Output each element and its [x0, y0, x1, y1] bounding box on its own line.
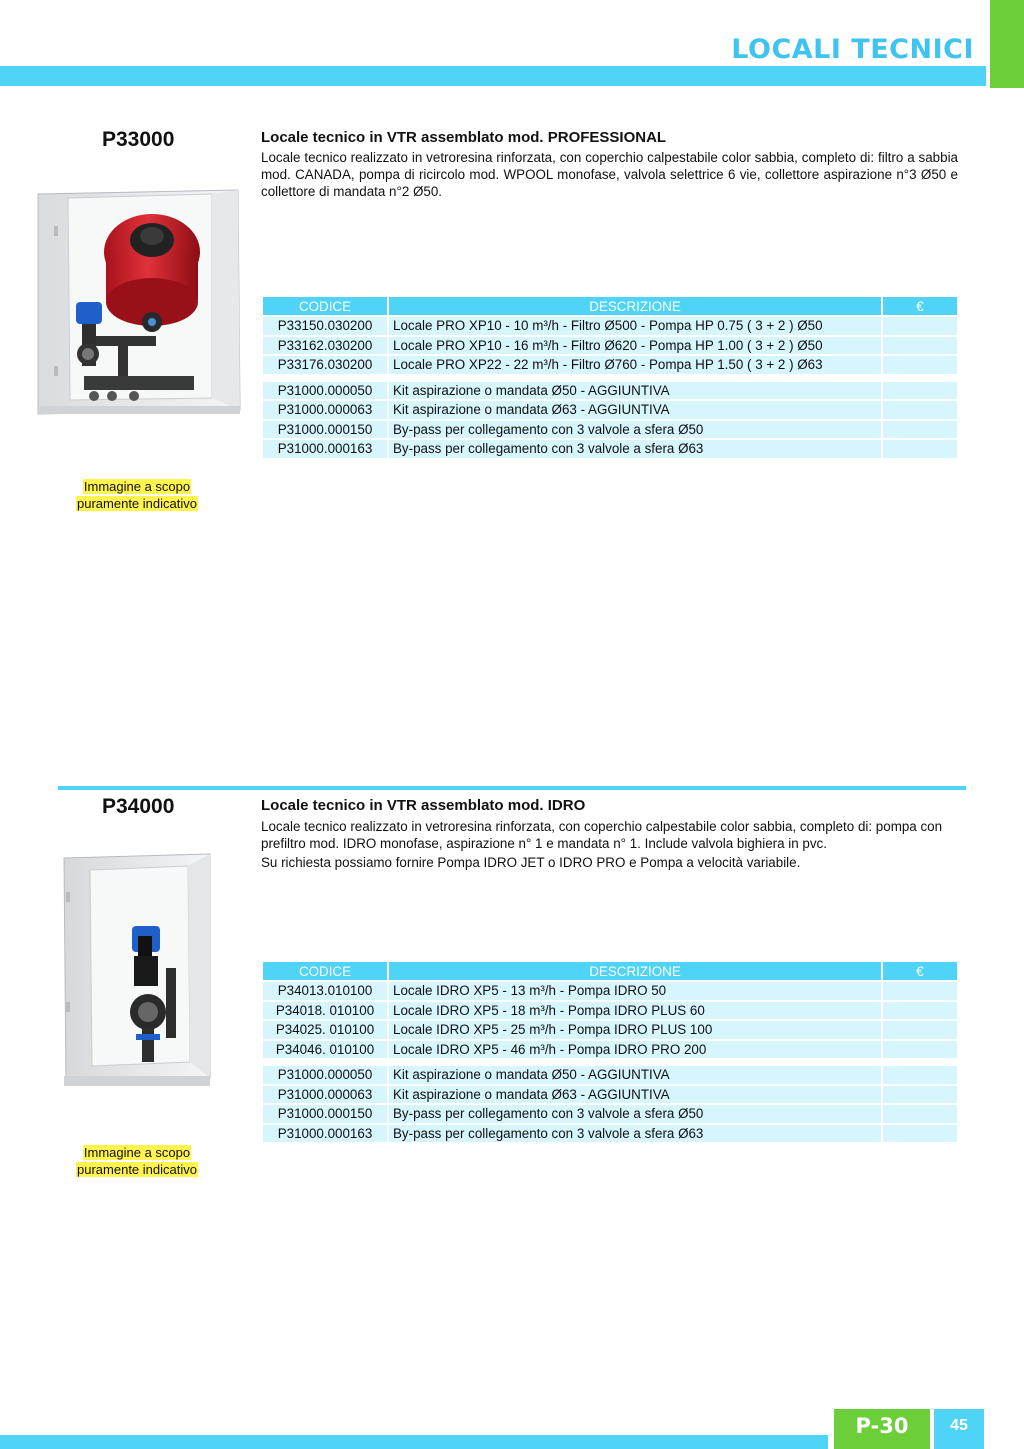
- cell-code: P33162.030200: [263, 337, 387, 355]
- cell-code: P31000.000050: [263, 1066, 387, 1084]
- table-header-row: [263, 297, 957, 315]
- cell-price: [883, 1086, 957, 1104]
- cell-price: [883, 401, 957, 419]
- table-header-row: [263, 962, 957, 980]
- cell-description: By-pass per collegamento con 3 valvole a sfera Ø50: [389, 421, 881, 439]
- table-spacer: [263, 376, 957, 380]
- table-row: [263, 337, 957, 355]
- table-row: [263, 440, 957, 458]
- cell-description: Kit aspirazione o mandata Ø63 - AGGIUNTIVA: [389, 401, 881, 419]
- cell-code: P31000.000063: [263, 1086, 387, 1104]
- caption-line: Immagine a scopo: [83, 479, 191, 494]
- cell-description: Locale PRO XP22 - 22 m³/h - Filtro Ø760 - Pompa HP 1.50 ( 3 + 2 ) Ø63: [389, 356, 881, 374]
- table-row: [263, 1125, 957, 1143]
- product-code: P34000: [102, 795, 175, 818]
- column-header-description: DESCRIZIONE: [389, 297, 881, 315]
- cell-description: By-pass per collegamento con 3 valvole a sfera Ø63: [389, 440, 881, 458]
- product-image-idro: [56, 852, 218, 1092]
- table-row: [263, 317, 957, 335]
- header-bar: [0, 66, 986, 86]
- caption-line: Immagine a scopo: [83, 1145, 191, 1160]
- cell-price: [883, 1105, 957, 1123]
- caption-line: puramente indicativo: [77, 496, 197, 511]
- cell-price: [883, 1002, 957, 1020]
- cell-code: P31000.000150: [263, 421, 387, 439]
- table-row: [263, 382, 957, 400]
- column-header-code: CODICE: [263, 297, 387, 315]
- cell-description: Kit aspirazione o mandata Ø50 - AGGIUNTIVA: [389, 1066, 881, 1084]
- page-number: 45: [934, 1409, 984, 1449]
- table-row: [263, 1066, 957, 1084]
- table-row: [263, 1021, 957, 1039]
- cell-code: P33176.030200: [263, 356, 387, 374]
- cell-price: [883, 1066, 957, 1084]
- header-green-tab: [990, 0, 1024, 88]
- product-description: [261, 818, 958, 871]
- image-caption: [37, 1144, 237, 1178]
- cell-price: [883, 421, 957, 439]
- description-paragraph: Locale tecnico realizzato in vetroresina rinforzata, con coperchio calpestabile color sabbia, completo di: pompa con prefiltro mod. IDRO monofase, aspirazione n° 1 e mandata n° 1. Include valvola bighiera in pvc.: [261, 819, 943, 851]
- price-table: [261, 960, 959, 1144]
- cell-description: By-pass per collegamento con 3 valvole a sfera Ø50: [389, 1105, 881, 1123]
- table-row: [263, 1041, 957, 1059]
- product-title: Locale tecnico in VTR assemblato mod. PROFESSIONAL: [261, 129, 667, 146]
- cell-description: Kit aspirazione o mandata Ø63 - AGGIUNTIVA: [389, 1086, 881, 1104]
- cell-price: [883, 1041, 957, 1059]
- description-paragraph: Locale tecnico realizzato in vetroresina rinforzata, con coperchio calpestabile color sabbia, completo di: filtro a sabbia mod. CANADA, pompa di ricircolo mod. WPOOL monofase, valvola selettrice 6 vie, collettore aspirazione n°3 Ø50 e collettore di mandata n°2 Ø50.: [261, 150, 958, 199]
- cell-code: P31000.000150: [263, 1105, 387, 1123]
- cell-price: [883, 356, 957, 374]
- product-code: P33000: [102, 128, 175, 151]
- table-row: [263, 1086, 957, 1104]
- table-row: [263, 356, 957, 374]
- cell-description: By-pass per collegamento con 3 valvole a sfera Ø63: [389, 1125, 881, 1143]
- cell-price: [883, 1125, 957, 1143]
- cell-price: [883, 337, 957, 355]
- product-title: Locale tecnico in VTR assemblato mod. IDRO: [261, 797, 586, 814]
- cell-code: P34013.010100: [263, 982, 387, 1000]
- cell-price: [883, 382, 957, 400]
- cell-description: Locale IDRO XP5 - 46 m³/h - Pompa IDRO PRO 200: [389, 1041, 881, 1059]
- column-header-price: €: [883, 962, 957, 980]
- cell-description: Locale IDRO XP5 - 25 m³/h - Pompa IDRO PLUS 100: [389, 1021, 881, 1039]
- cell-price: [883, 440, 957, 458]
- description-paragraph: Su richiesta possiamo fornire Pompa IDRO JET o IDRO PRO e Pompa a velocità variabile.: [261, 855, 801, 870]
- table-row: [263, 1105, 957, 1123]
- section-label: P-30: [834, 1409, 930, 1449]
- price-table: [261, 295, 959, 460]
- table-spacer: [263, 1060, 957, 1064]
- cell-code: P31000.000063: [263, 401, 387, 419]
- cell-price: [883, 982, 957, 1000]
- cell-code: P34018. 010100: [263, 1002, 387, 1020]
- cell-description: Locale IDRO XP5 - 18 m³/h - Pompa IDRO PLUS 60: [389, 1002, 881, 1020]
- cell-code: P31000.000050: [263, 382, 387, 400]
- caption-line: puramente indicativo: [77, 1162, 197, 1177]
- page-title: LOCALI TECNICI: [731, 34, 974, 65]
- cell-code: P31000.000163: [263, 1125, 387, 1143]
- column-header-price: €: [883, 297, 957, 315]
- cell-description: Locale PRO XP10 - 16 m³/h - Filtro Ø620 - Pompa HP 1.00 ( 3 + 2 ) Ø50: [389, 337, 881, 355]
- table-row: [263, 421, 957, 439]
- cell-description: Locale PRO XP10 - 10 m³/h - Filtro Ø500 - Pompa HP 0.75 ( 3 + 2 ) Ø50: [389, 317, 881, 335]
- column-header-code: CODICE: [263, 962, 387, 980]
- cell-description: Kit aspirazione o mandata Ø50 - AGGIUNTIVA: [389, 382, 881, 400]
- table-row: [263, 982, 957, 1000]
- cell-code: P31000.000163: [263, 440, 387, 458]
- cell-code: P33150.030200: [263, 317, 387, 335]
- cell-code: P34025. 010100: [263, 1021, 387, 1039]
- footer-bar: [0, 1435, 828, 1449]
- cell-price: [883, 317, 957, 335]
- product-description: [261, 149, 958, 200]
- image-caption: [37, 478, 237, 512]
- section-divider: [58, 786, 966, 790]
- product-image-professional: [34, 186, 244, 418]
- cell-description: Locale IDRO XP5 - 13 m³/h - Pompa IDRO 50: [389, 982, 881, 1000]
- cell-code: P34046. 010100: [263, 1041, 387, 1059]
- table-row: [263, 1002, 957, 1020]
- table-row: [263, 401, 957, 419]
- cell-price: [883, 1021, 957, 1039]
- column-header-description: DESCRIZIONE: [389, 962, 881, 980]
